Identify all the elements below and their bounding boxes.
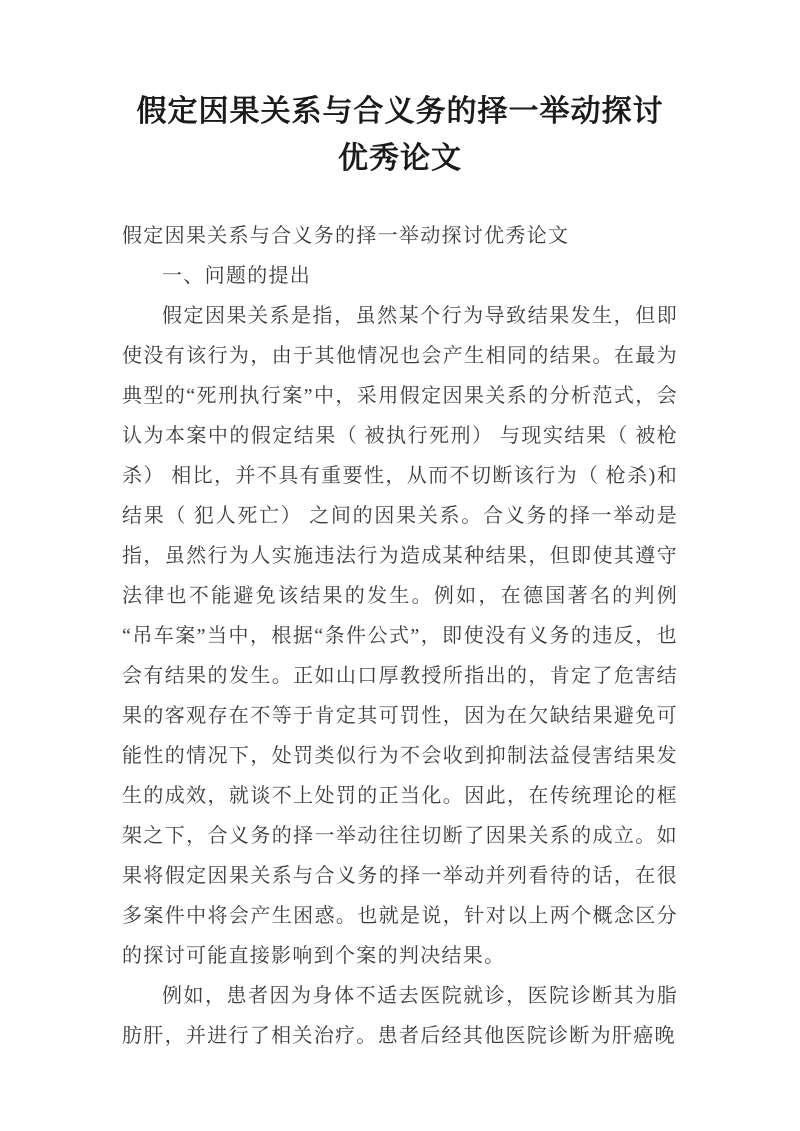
section-heading: 一、问题的提出 [162, 265, 312, 287]
document-body [122, 216, 678, 1056]
body-paragraph: 假定因果关系是指，虽然某个行为导致结果发生，但即使没有该行为，由于其他情况也会产生相同的结果。在最为典型的“死刑执行案”中，采用假定因果关系的分析范式，会认为本案中的假定结果（ 被执行死刑） 与现实结果（ 被枪杀） 相比，并不具有重要性，从而不切断该行为（ 枪杀)和结果（ 犯人死亡） 之间的因果关系。合义务的择一举动是指，虽然行为人实施违法行为造成某种结果，但即使其遵守法律也不能避免该结果的发生。例如，在德国著名的判例“吊车案”当中，根据“条件公式”，即使没有义务的违反，也会有结果的发生。正如山口厚教授所指出的，肯定了危害结果的客观存在不等于肯定其可罚性，因为在欠缺结果避免可能性的情况下，处罚类似行为不会收到抑制法益侵害结果发生的成效，就谈不上处罚的正当化。因此，在传统理论的框架之下，合义务的择一举动往往切断了因果关系的成立。如果将假定因果关系与合义务的择一举动并列看待的话，在很多案件中将会产生困惑。也就是说，针对以上两个概念区分的探讨可能直接影响到个案的判决结果。 [122, 305, 678, 967]
document-subtitle-line: 假定因果关系与合义务的择一举动探讨优秀论文 [122, 225, 570, 247]
body-paragraph: 例如，患者因为身体不适去医院就诊，医院诊断其为脂肪肝，并进行了相关治疗。患者后经其他医院诊断为肝癌晚 [122, 985, 678, 1047]
document-title: 假定因果关系与合义务的择一举动探讨优秀论文 [136, 95, 664, 175]
